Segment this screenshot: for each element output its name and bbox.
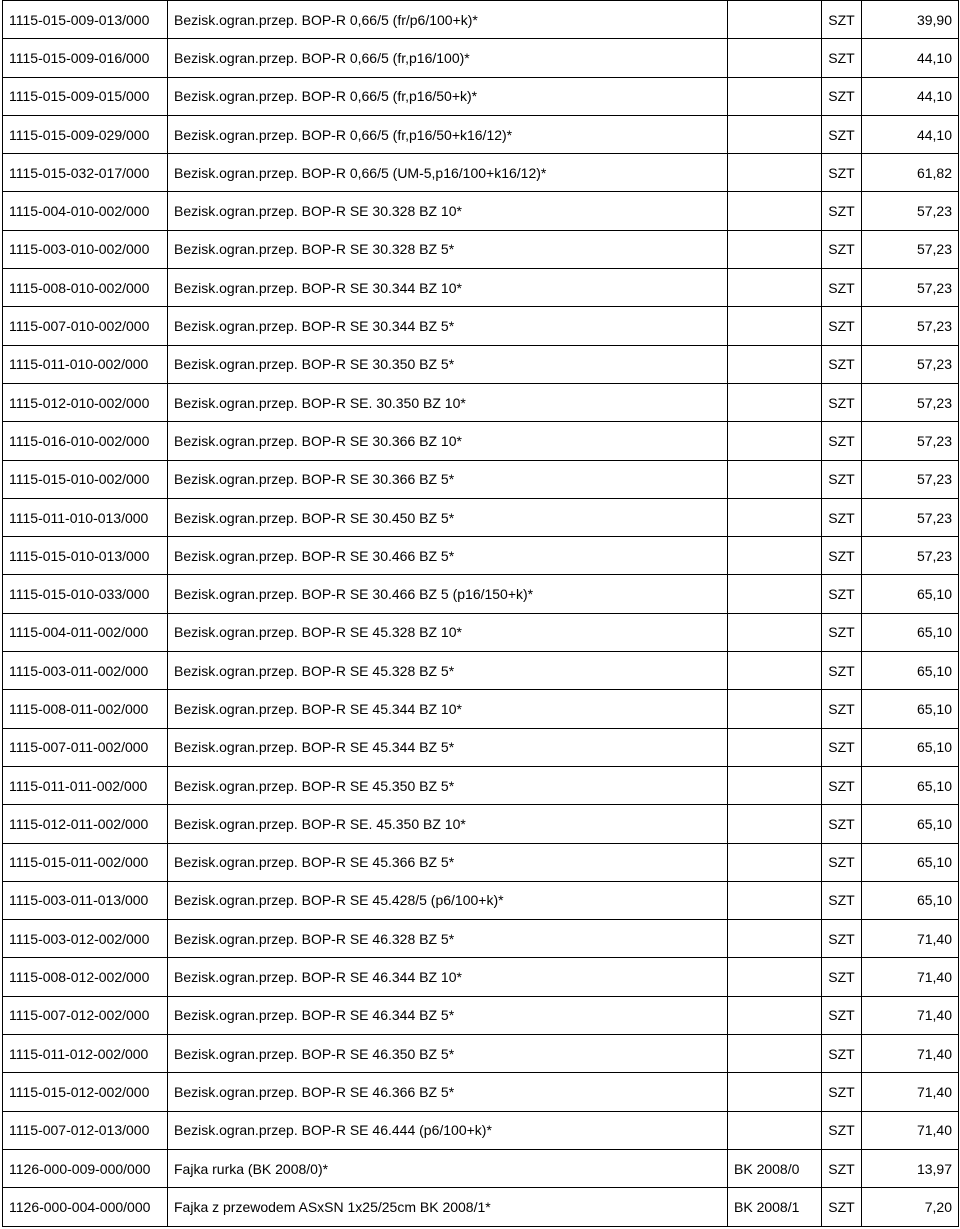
catalog-ref-cell xyxy=(728,1073,822,1111)
product-code-cell: 1115-003-011-002/000 xyxy=(3,652,168,690)
unit-cell: SZT xyxy=(822,690,862,728)
product-code-cell: 1115-011-012-002/000 xyxy=(3,1035,168,1073)
description-cell: Bezisk.ogran.przep. BOP-R 0,66/5 (fr,p16/50+k)* xyxy=(168,77,728,115)
product-code-cell: 1115-016-010-002/000 xyxy=(3,422,168,460)
product-code-cell: 1115-012-010-002/000 xyxy=(3,383,168,421)
unit-cell: SZT xyxy=(822,154,862,192)
description-cell: Bezisk.ogran.przep. BOP-R SE 30.366 BZ 5* xyxy=(168,460,728,498)
description-cell: Bezisk.ogran.przep. BOP-R SE 30.350 BZ 5* xyxy=(168,345,728,383)
product-code-cell: 1115-015-010-002/000 xyxy=(3,460,168,498)
unit-cell: SZT xyxy=(822,1111,862,1149)
price-cell: 57,23 xyxy=(862,460,959,498)
price-cell: 57,23 xyxy=(862,269,959,307)
unit-cell: SZT xyxy=(822,920,862,958)
catalog-ref-cell xyxy=(728,307,822,345)
unit-cell: SZT xyxy=(822,192,862,230)
unit-cell: SZT xyxy=(822,269,862,307)
catalog-ref-cell xyxy=(728,920,822,958)
price-list-body xyxy=(3,1,959,1227)
product-code-cell: 1115-011-010-002/000 xyxy=(3,345,168,383)
table-row xyxy=(3,690,959,728)
product-code-cell: 1115-007-010-002/000 xyxy=(3,307,168,345)
price-cell: 57,23 xyxy=(862,383,959,421)
description-cell: Bezisk.ogran.przep. BOP-R SE 30.450 BZ 5* xyxy=(168,498,728,536)
table-row xyxy=(3,230,959,268)
catalog-ref-cell xyxy=(728,383,822,421)
table-row xyxy=(3,881,959,919)
product-code-cell: 1115-007-011-002/000 xyxy=(3,728,168,766)
catalog-ref-cell xyxy=(728,154,822,192)
price-cell: 57,23 xyxy=(862,422,959,460)
product-code-cell: 1115-011-010-013/000 xyxy=(3,498,168,536)
catalog-ref-cell xyxy=(728,498,822,536)
description-cell: Bezisk.ogran.przep. BOP-R SE 30.344 BZ 10* xyxy=(168,269,728,307)
price-cell: 57,23 xyxy=(862,230,959,268)
price-cell: 65,10 xyxy=(862,766,959,804)
table-row xyxy=(3,1188,959,1226)
price-cell: 57,23 xyxy=(862,345,959,383)
price-cell: 71,40 xyxy=(862,1073,959,1111)
unit-cell: SZT xyxy=(822,1188,862,1226)
price-cell: 71,40 xyxy=(862,996,959,1034)
description-cell: Bezisk.ogran.przep. BOP-R SE 30.344 BZ 5* xyxy=(168,307,728,345)
price-cell: 65,10 xyxy=(862,728,959,766)
price-cell: 44,10 xyxy=(862,115,959,153)
price-cell: 65,10 xyxy=(862,843,959,881)
catalog-ref-cell xyxy=(728,269,822,307)
unit-cell: SZT xyxy=(822,881,862,919)
catalog-ref-cell xyxy=(728,805,822,843)
product-code-cell: 1126-000-004-000/000 xyxy=(3,1188,168,1226)
price-cell: 44,10 xyxy=(862,39,959,77)
product-code-cell: 1115-015-009-029/000 xyxy=(3,115,168,153)
unit-cell: SZT xyxy=(822,766,862,804)
unit-cell: SZT xyxy=(822,652,862,690)
table-row xyxy=(3,728,959,766)
description-cell: Fajka z przewodem ASxSN 1x25/25cm BK 2008/1* xyxy=(168,1188,728,1226)
catalog-ref-cell xyxy=(728,192,822,230)
catalog-ref-cell xyxy=(728,230,822,268)
catalog-ref-cell xyxy=(728,958,822,996)
unit-cell: SZT xyxy=(822,498,862,536)
catalog-ref-cell xyxy=(728,996,822,1034)
product-code-cell: 1115-007-012-013/000 xyxy=(3,1111,168,1149)
table-row xyxy=(3,958,959,996)
unit-cell: SZT xyxy=(822,1,862,39)
unit-cell: SZT xyxy=(822,115,862,153)
catalog-ref-cell xyxy=(728,345,822,383)
catalog-ref-cell xyxy=(728,537,822,575)
unit-cell: SZT xyxy=(822,728,862,766)
product-code-cell: 1115-015-009-015/000 xyxy=(3,77,168,115)
price-cell: 57,23 xyxy=(862,498,959,536)
table-row xyxy=(3,269,959,307)
product-code-cell: 1115-015-009-016/000 xyxy=(3,39,168,77)
price-cell: 65,10 xyxy=(862,805,959,843)
unit-cell: SZT xyxy=(822,307,862,345)
unit-cell: SZT xyxy=(822,422,862,460)
description-cell: Bezisk.ogran.przep. BOP-R SE 45.428/5 (p6/100+k)* xyxy=(168,881,728,919)
product-code-cell: 1115-015-032-017/000 xyxy=(3,154,168,192)
unit-cell: SZT xyxy=(822,383,862,421)
product-code-cell: 1115-015-009-013/000 xyxy=(3,1,168,39)
table-row xyxy=(3,843,959,881)
product-code-cell: 1115-003-011-013/000 xyxy=(3,881,168,919)
table-row xyxy=(3,307,959,345)
price-cell: 65,10 xyxy=(862,575,959,613)
product-code-cell: 1115-008-012-002/000 xyxy=(3,958,168,996)
price-cell: 57,23 xyxy=(862,307,959,345)
description-cell: Bezisk.ogran.przep. BOP-R SE 46.366 BZ 5* xyxy=(168,1073,728,1111)
price-cell: 61,82 xyxy=(862,154,959,192)
catalog-ref-cell xyxy=(728,422,822,460)
product-code-cell: 1115-004-010-002/000 xyxy=(3,192,168,230)
description-cell: Fajka rurka (BK 2008/0)* xyxy=(168,1149,728,1187)
unit-cell: SZT xyxy=(822,958,862,996)
catalog-ref-cell xyxy=(728,652,822,690)
product-code-cell: 1115-015-010-033/000 xyxy=(3,575,168,613)
description-cell: Bezisk.ogran.przep. BOP-R SE. 45.350 BZ 10* xyxy=(168,805,728,843)
catalog-ref-cell xyxy=(728,115,822,153)
product-code-cell: 1115-008-010-002/000 xyxy=(3,269,168,307)
unit-cell: SZT xyxy=(822,345,862,383)
price-cell: 65,10 xyxy=(862,613,959,651)
table-row xyxy=(3,1,959,39)
product-code-cell: 1115-003-010-002/000 xyxy=(3,230,168,268)
table-row xyxy=(3,192,959,230)
product-code-cell: 1115-015-010-013/000 xyxy=(3,537,168,575)
description-cell: Bezisk.ogran.przep. BOP-R SE 45.344 BZ 10* xyxy=(168,690,728,728)
description-cell: Bezisk.ogran.przep. BOP-R SE 46.344 BZ 5* xyxy=(168,996,728,1034)
description-cell: Bezisk.ogran.przep. BOP-R SE 30.328 BZ 10* xyxy=(168,192,728,230)
product-code-cell: 1115-007-012-002/000 xyxy=(3,996,168,1034)
description-cell: Bezisk.ogran.przep. BOP-R SE 46.350 BZ 5* xyxy=(168,1035,728,1073)
table-row xyxy=(3,77,959,115)
unit-cell: SZT xyxy=(822,613,862,651)
catalog-ref-cell: BK 2008/1 xyxy=(728,1188,822,1226)
unit-cell: SZT xyxy=(822,843,862,881)
unit-cell: SZT xyxy=(822,575,862,613)
price-cell: 71,40 xyxy=(862,1111,959,1149)
price-cell: 71,40 xyxy=(862,920,959,958)
table-row xyxy=(3,1035,959,1073)
price-cell: 7,20 xyxy=(862,1188,959,1226)
table-row xyxy=(3,460,959,498)
table-row xyxy=(3,1149,959,1187)
catalog-ref-cell xyxy=(728,39,822,77)
description-cell: Bezisk.ogran.przep. BOP-R SE 45.328 BZ 10* xyxy=(168,613,728,651)
product-code-cell: 1115-011-011-002/000 xyxy=(3,766,168,804)
table-row xyxy=(3,766,959,804)
description-cell: Bezisk.ogran.przep. BOP-R SE 30.466 BZ 5* xyxy=(168,537,728,575)
price-cell: 71,40 xyxy=(862,1035,959,1073)
product-code-cell: 1115-004-011-002/000 xyxy=(3,613,168,651)
table-row xyxy=(3,652,959,690)
table-row xyxy=(3,537,959,575)
price-cell: 57,23 xyxy=(862,192,959,230)
description-cell: Bezisk.ogran.przep. BOP-R SE 30.328 BZ 5* xyxy=(168,230,728,268)
product-code-cell: 1115-015-011-002/000 xyxy=(3,843,168,881)
table-row xyxy=(3,498,959,536)
catalog-ref-cell xyxy=(728,1035,822,1073)
description-cell: Bezisk.ogran.przep. BOP-R SE 45.350 BZ 5* xyxy=(168,766,728,804)
unit-cell: SZT xyxy=(822,805,862,843)
catalog-ref-cell xyxy=(728,690,822,728)
table-row xyxy=(3,39,959,77)
table-row xyxy=(3,345,959,383)
description-cell: Bezisk.ogran.przep. BOP-R 0,66/5 (fr,p16/50+k16/12)* xyxy=(168,115,728,153)
unit-cell: SZT xyxy=(822,996,862,1034)
price-cell: 71,40 xyxy=(862,958,959,996)
description-cell: Bezisk.ogran.przep. BOP-R SE. 30.350 BZ 10* xyxy=(168,383,728,421)
table-row xyxy=(3,1111,959,1149)
unit-cell: SZT xyxy=(822,77,862,115)
table-row xyxy=(3,996,959,1034)
catalog-ref-cell xyxy=(728,766,822,804)
unit-cell: SZT xyxy=(822,1073,862,1111)
catalog-ref-cell xyxy=(728,575,822,613)
price-cell: 65,10 xyxy=(862,881,959,919)
unit-cell: SZT xyxy=(822,1149,862,1187)
catalog-ref-cell xyxy=(728,843,822,881)
price-cell: 57,23 xyxy=(862,537,959,575)
description-cell: Bezisk.ogran.przep. BOP-R 0,66/5 (UM-5,p16/100+k16/12)* xyxy=(168,154,728,192)
description-cell: Bezisk.ogran.przep. BOP-R SE 30.466 BZ 5 (p16/150+k)* xyxy=(168,575,728,613)
catalog-ref-cell: BK 2008/0 xyxy=(728,1149,822,1187)
catalog-ref-cell xyxy=(728,728,822,766)
description-cell: Bezisk.ogran.przep. BOP-R SE 45.366 BZ 5* xyxy=(168,843,728,881)
table-row xyxy=(3,575,959,613)
price-cell: 44,10 xyxy=(862,77,959,115)
catalog-ref-cell xyxy=(728,1,822,39)
table-row xyxy=(3,805,959,843)
product-code-cell: 1115-012-011-002/000 xyxy=(3,805,168,843)
table-row xyxy=(3,920,959,958)
price-list-table xyxy=(2,0,959,1227)
price-cell: 13,97 xyxy=(862,1149,959,1187)
table-row xyxy=(3,115,959,153)
product-code-cell: 1115-003-012-002/000 xyxy=(3,920,168,958)
catalog-ref-cell xyxy=(728,77,822,115)
description-cell: Bezisk.ogran.przep. BOP-R SE 30.366 BZ 10* xyxy=(168,422,728,460)
catalog-ref-cell xyxy=(728,460,822,498)
table-row xyxy=(3,1073,959,1111)
unit-cell: SZT xyxy=(822,1035,862,1073)
product-code-cell: 1115-015-012-002/000 xyxy=(3,1073,168,1111)
description-cell: Bezisk.ogran.przep. BOP-R SE 46.328 BZ 5* xyxy=(168,920,728,958)
unit-cell: SZT xyxy=(822,39,862,77)
product-code-cell: 1115-008-011-002/000 xyxy=(3,690,168,728)
table-row xyxy=(3,613,959,651)
description-cell: Bezisk.ogran.przep. BOP-R 0,66/5 (fr/p6/100+k)* xyxy=(168,1,728,39)
catalog-ref-cell xyxy=(728,881,822,919)
unit-cell: SZT xyxy=(822,460,862,498)
table-row xyxy=(3,422,959,460)
catalog-ref-cell xyxy=(728,1111,822,1149)
unit-cell: SZT xyxy=(822,537,862,575)
description-cell: Bezisk.ogran.przep. BOP-R SE 45.344 BZ 5* xyxy=(168,728,728,766)
price-cell: 65,10 xyxy=(862,690,959,728)
catalog-ref-cell xyxy=(728,613,822,651)
description-cell: Bezisk.ogran.przep. BOP-R SE 45.328 BZ 5* xyxy=(168,652,728,690)
product-code-cell: 1126-000-009-000/000 xyxy=(3,1149,168,1187)
table-row xyxy=(3,154,959,192)
price-cell: 65,10 xyxy=(862,652,959,690)
description-cell: Bezisk.ogran.przep. BOP-R SE 46.344 BZ 10* xyxy=(168,958,728,996)
price-cell: 39,90 xyxy=(862,1,959,39)
description-cell: Bezisk.ogran.przep. BOP-R SE 46.444 (p6/100+k)* xyxy=(168,1111,728,1149)
unit-cell: SZT xyxy=(822,230,862,268)
table-row xyxy=(3,383,959,421)
description-cell: Bezisk.ogran.przep. BOP-R 0,66/5 (fr,p16/100)* xyxy=(168,39,728,77)
